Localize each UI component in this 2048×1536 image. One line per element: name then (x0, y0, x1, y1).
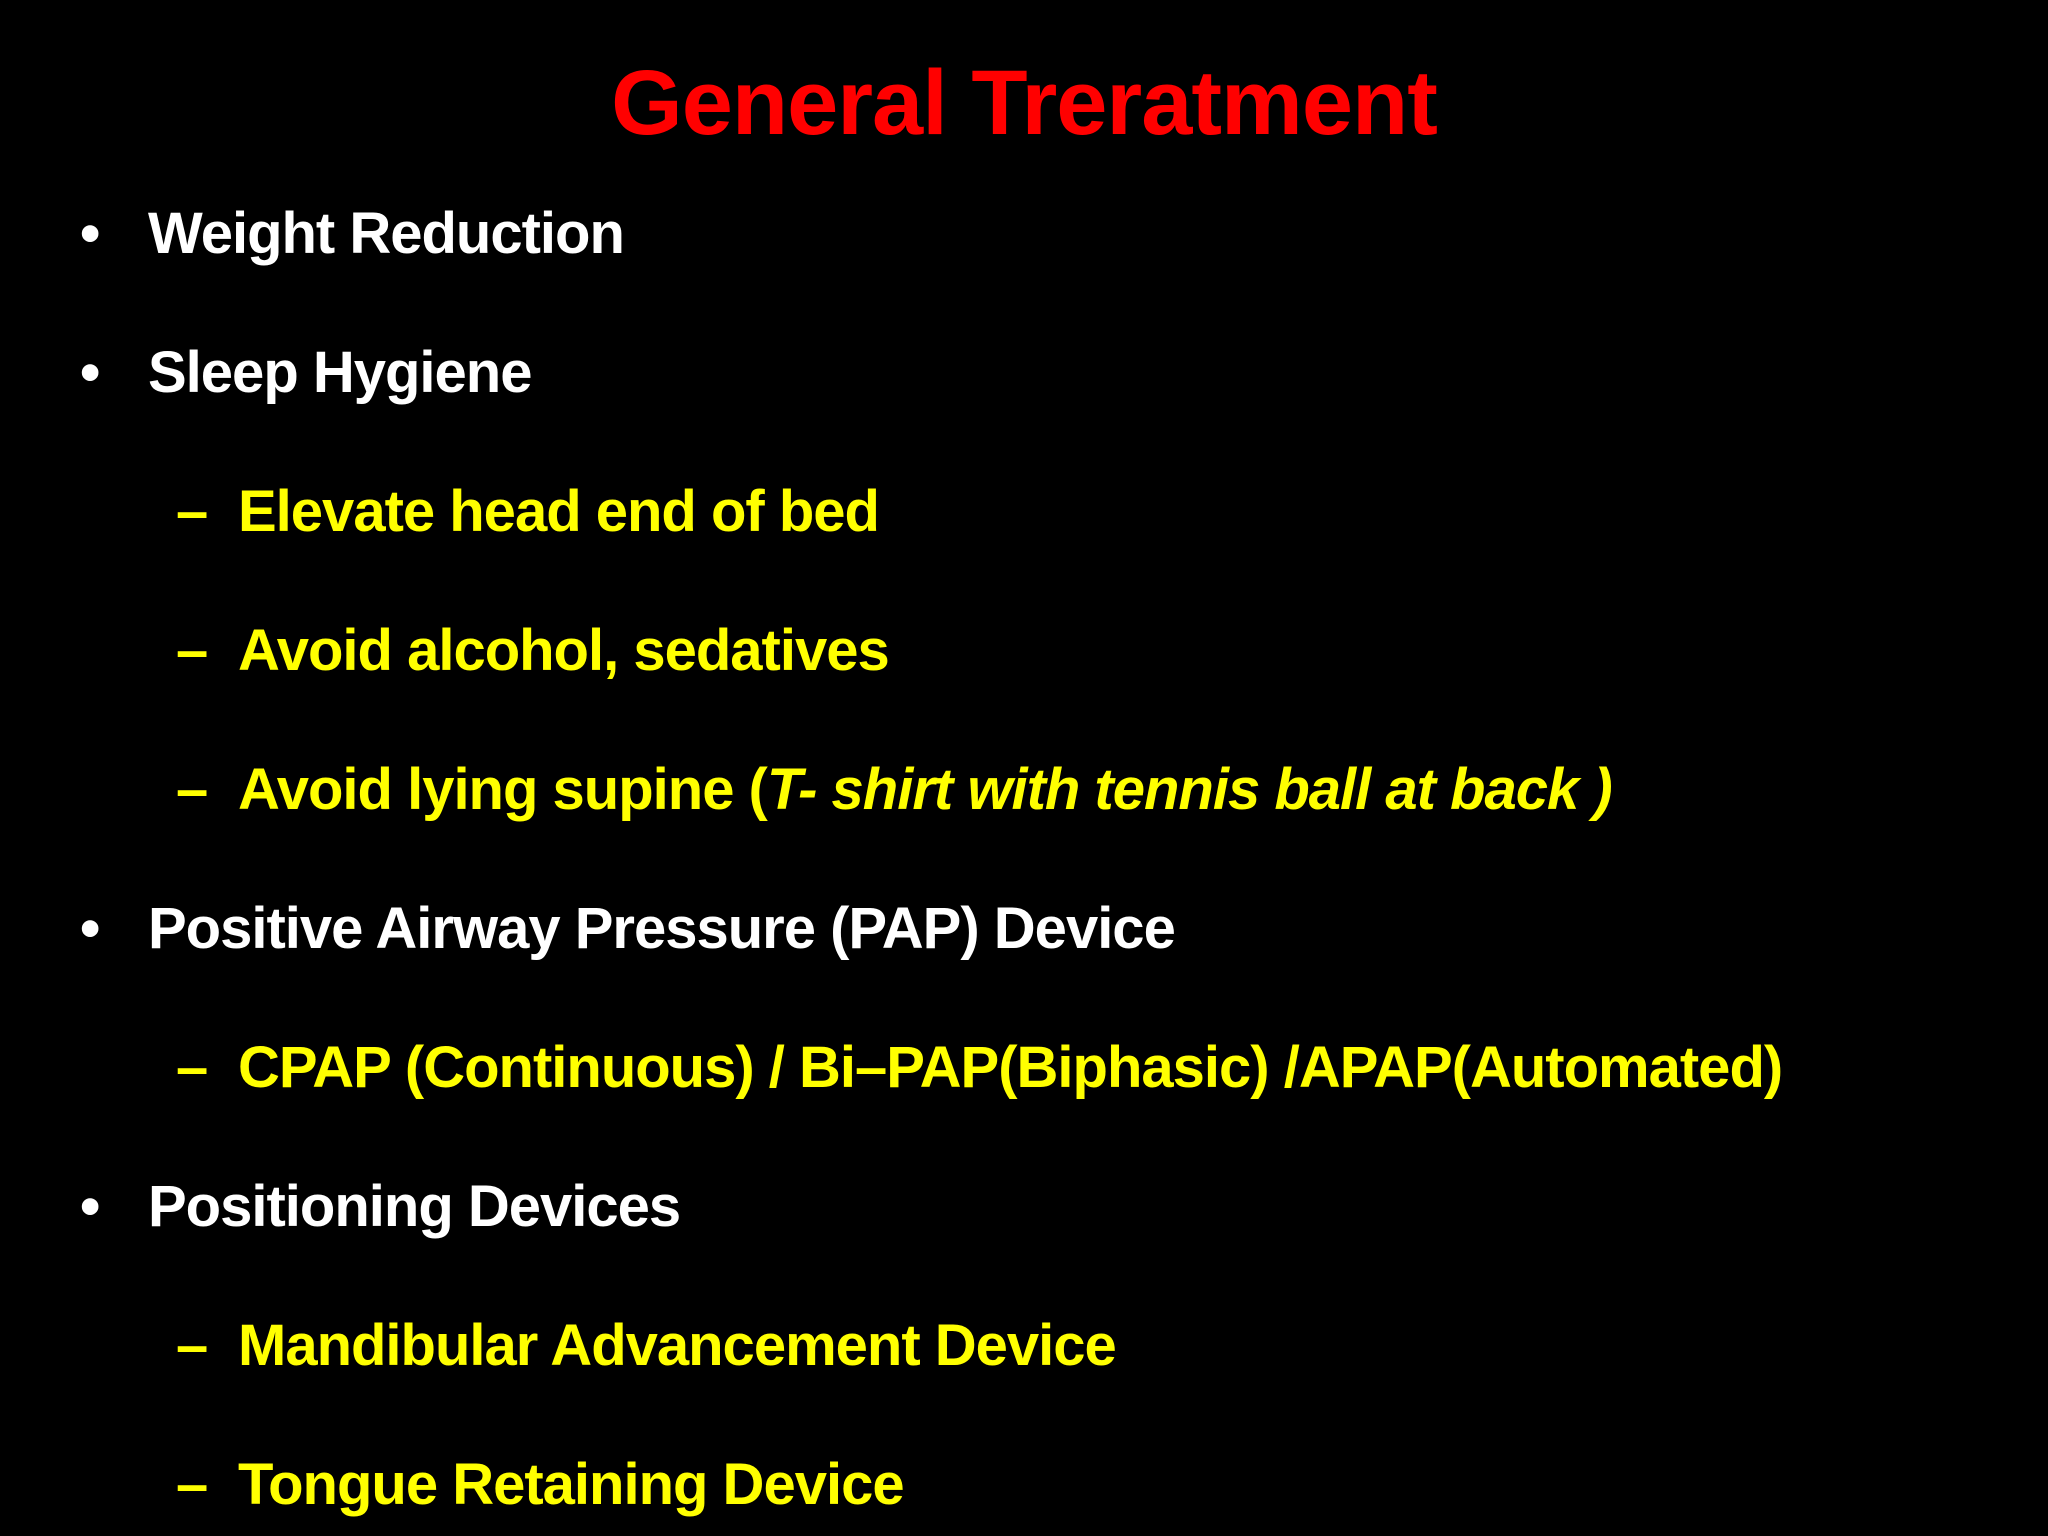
bullet-marker: • (80, 1174, 100, 1239)
sub-marker: – (176, 1035, 208, 1100)
sub-marker: – (176, 1452, 208, 1517)
sub-marker: – (176, 757, 208, 822)
sub-text: Avoid alcohol, sedatives (238, 618, 889, 683)
bullet-text: Weight Reduction (148, 201, 624, 266)
sub-marker: – (176, 1313, 208, 1378)
bullet-marker: • (80, 201, 100, 266)
sub-marker: – (176, 618, 208, 683)
bullet-text: Sleep Hygiene (148, 340, 532, 405)
bullet-marker: • (80, 340, 100, 405)
sub-text: Tongue Retaining Device (238, 1452, 904, 1517)
sub-text-main: Avoid lying supine ( (238, 757, 767, 822)
bullet-text: Positive Airway Pressure (PAP) Device (148, 896, 1175, 961)
slide-title: General Treratment (611, 52, 1437, 154)
sub-text: Mandibular Advancement Device (238, 1313, 1116, 1378)
bullet-marker: • (80, 896, 100, 961)
sub-marker: – (176, 479, 208, 544)
sub-text-italic: T- shirt with tennis ball at back ) (766, 757, 1612, 822)
sub-text (238, 740, 1612, 840)
bullet-text: Positioning Devices (148, 1174, 681, 1239)
sub-text: CPAP (Continuous) / Bi–PAP(Biphasic) /APAP(Automated) (238, 1035, 1783, 1100)
sub-text: Elevate head end of bed (238, 479, 879, 544)
